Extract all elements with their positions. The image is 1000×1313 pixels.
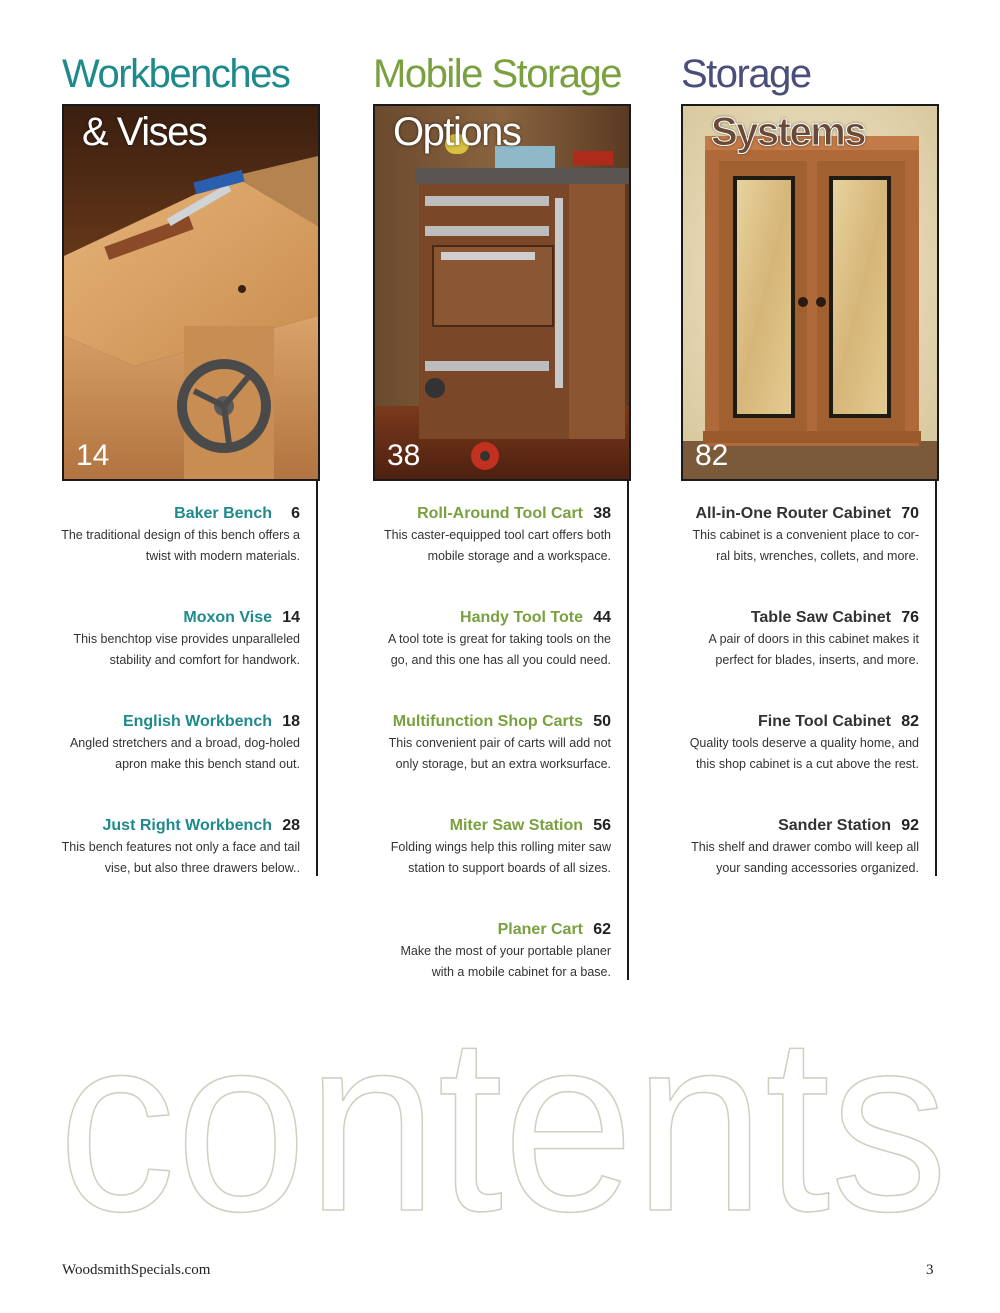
- toc-entry[interactable]: [379, 712, 611, 775]
- entry-title[interactable]: Roll-Around Tool Cart: [417, 505, 583, 522]
- column-divider: [627, 480, 629, 980]
- entry-title[interactable]: Planer Cart: [497, 921, 583, 938]
- entry-title[interactable]: Sander Station: [778, 817, 891, 834]
- footer-website[interactable]: WoodsmithSpecials.com: [62, 1262, 211, 1278]
- entry-page: 82: [901, 713, 919, 730]
- entry-page: 70: [901, 505, 919, 522]
- toc-entry[interactable]: [687, 608, 919, 671]
- entry-title[interactable]: Moxon Vise: [183, 609, 272, 626]
- tool-cabinet-image: [683, 106, 937, 479]
- entry-title[interactable]: Just Right Workbench: [102, 817, 272, 834]
- entry-description: This benchtop vise provides unparalleled stability and comfort for handwork.: [73, 632, 300, 667]
- entry-page: 56: [593, 817, 611, 834]
- toc-entry[interactable]: [60, 816, 300, 879]
- entry-title[interactable]: All-in-One Router Cabinet: [695, 505, 891, 522]
- entry-title[interactable]: Handy Tool Tote: [460, 609, 583, 626]
- section-heading: Workbenches: [62, 52, 290, 96]
- entry-title[interactable]: Fine Tool Cabinet: [757, 713, 891, 730]
- entry-page: 14: [282, 609, 300, 626]
- section-photo[interactable]: [373, 104, 631, 481]
- entry-description: This convenient pair of carts will add not only storage, but an extra worksurface.: [388, 736, 611, 771]
- column-divider: [935, 480, 937, 876]
- toc-entry[interactable]: [60, 504, 300, 567]
- tool-cart-image: [375, 106, 629, 479]
- section-photo[interactable]: [62, 104, 320, 481]
- column-divider: [316, 480, 318, 876]
- entry-description: A pair of doors in this cabinet makes it perfect for blades, inserts, and more.: [708, 632, 919, 667]
- entry-description: This bench features not only a face and tail vise, but also three drawers below..: [61, 840, 300, 875]
- section-photo[interactable]: [681, 104, 939, 481]
- entry-title[interactable]: Baker Bench: [174, 505, 272, 522]
- toc-entry[interactable]: [379, 608, 611, 671]
- photo-page-number: 14: [76, 439, 110, 472]
- toc-entry[interactable]: [687, 712, 919, 775]
- entry-description: A tool tote is great for taking tools on the go, and this one has all you could need.: [387, 632, 611, 667]
- entry-title[interactable]: Table Saw Cabinet: [750, 609, 891, 626]
- section-heading: Mobile Storage: [373, 52, 622, 96]
- toc-entry[interactable]: [379, 504, 611, 567]
- entry-page: 50: [593, 713, 611, 730]
- entry-title[interactable]: Multifunction Shop Carts: [392, 713, 583, 730]
- section-subheading: & Vises: [82, 110, 207, 154]
- entry-description: Quality tools deserve a quality home, and this shop cabinet is a cut above the rest.: [689, 736, 919, 771]
- photo-page-number: 38: [387, 439, 421, 472]
- toc-entry[interactable]: [687, 816, 919, 879]
- toc-entry[interactable]: [379, 920, 611, 983]
- section-heading: Storage: [681, 52, 811, 96]
- entry-page: 44: [593, 609, 611, 626]
- entry-title[interactable]: English Workbench: [122, 713, 272, 730]
- entry-description: The traditional design of this bench offers a twist with modern materials.: [61, 528, 300, 563]
- toc-entry[interactable]: [379, 816, 611, 879]
- toc-entry[interactable]: [687, 504, 919, 567]
- entry-page: 76: [901, 609, 919, 626]
- entry-title[interactable]: Miter Saw Station: [449, 817, 583, 834]
- entry-description: Folding wings help this rolling miter saw station to support boards of all sizes.: [390, 840, 611, 875]
- entry-page: 28: [282, 817, 300, 834]
- entry-description: This caster-equipped tool cart offers both mobile storage and a workspace.: [384, 528, 611, 563]
- toc-entry[interactable]: [60, 712, 300, 775]
- toc-entry[interactable]: [60, 608, 300, 671]
- contents-word: contents: [58, 1010, 948, 1240]
- entry-description: This cabinet is a convenient place to cor-ral bits, wrenches, collets, and more.: [692, 528, 919, 563]
- entry-description: Make the most of your portable planer with a mobile cabinet for a base.: [400, 944, 611, 979]
- workbench-vise-image: [64, 106, 318, 479]
- photo-page-number: 82: [695, 439, 729, 472]
- footer-page-number: 3: [926, 1262, 934, 1278]
- contents-outline-title: [58, 1010, 958, 1240]
- entry-description: Angled stretchers and a broad, dog-holed apron make this bench stand out.: [69, 736, 300, 771]
- entry-page: 92: [901, 817, 919, 834]
- entry-page: 62: [593, 921, 611, 938]
- section-subheading: Options: [393, 110, 521, 154]
- entry-page: 6: [291, 505, 300, 522]
- entry-page: 18: [282, 713, 300, 730]
- entry-description: This shelf and drawer combo will keep all your sanding accessories organized.: [691, 840, 919, 875]
- entry-page: 38: [593, 505, 611, 522]
- section-subheading: Systems: [711, 110, 866, 154]
